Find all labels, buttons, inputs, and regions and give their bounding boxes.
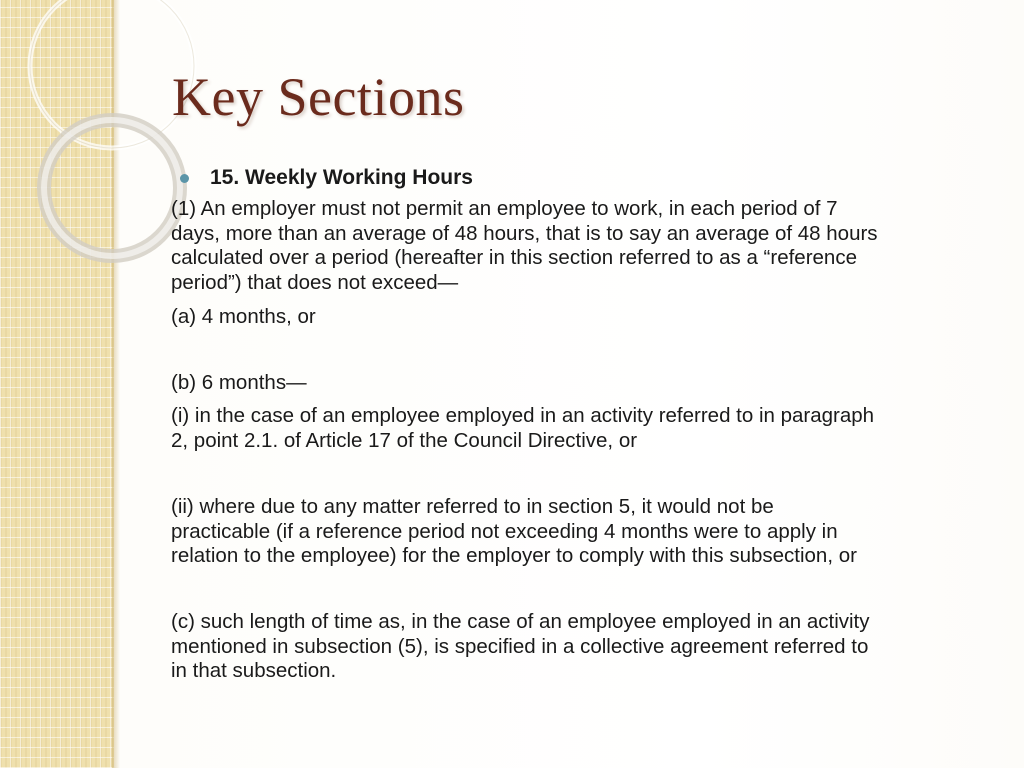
bullet-item-heading: [180, 163, 473, 193]
paragraph-line: days, more than an average of 48 hours, that is to say an average of 48 hours: [171, 221, 878, 245]
paragraph-line: (ii) where due to any matter referred to in section 5, it would not be: [171, 495, 774, 518]
decorative-ring-thick-highlight: [44, 120, 180, 256]
paragraph-line: 2, point 2.1. of Article 17 of the Council Directive, or: [171, 428, 638, 452]
paragraph-item-c: [171, 610, 870, 684]
paragraph-line: relation to the employee) for the employer to comply with this subsection, or: [171, 544, 857, 567]
section-heading: 15. Weekly Working Hours: [210, 166, 473, 189]
paragraph-line: (b) 6 months—: [171, 371, 307, 394]
paragraph-line: calculated over a period (hereafter in this section referred to as a “reference: [171, 246, 857, 269]
paragraph-line: (a) 4 months, or: [171, 305, 316, 328]
paragraph-line: period”) that does not exceed—: [171, 270, 459, 294]
paragraph-item-i: [171, 404, 874, 453]
bullet-dot-icon: [180, 174, 189, 183]
paragraph-line: (c) such length of time as, in the case of an employee employed in an activity: [171, 610, 870, 633]
paragraph-item-ii: [171, 495, 857, 569]
paragraph-line: mentioned in subsection (5), is specified in a collective agreement referred to: [171, 634, 869, 658]
paragraph-item-b: [171, 371, 307, 396]
paragraph-line: in that subsection.: [171, 659, 337, 682]
paragraph-line: (i) in the case of an employee employed in an activity referred to in paragraph: [171, 404, 875, 427]
decorative-rings: [0, 0, 200, 260]
paragraph-line: practicable (if a reference period not exceeding 4 months were to apply in: [171, 519, 838, 543]
slide-title: Key Sections: [172, 67, 465, 127]
paragraph-subsection-1: [171, 197, 878, 295]
paragraph-item-a: [171, 305, 316, 330]
paragraph-line: (1) An employer must not permit an employee to work, in each period of 7: [171, 197, 838, 220]
